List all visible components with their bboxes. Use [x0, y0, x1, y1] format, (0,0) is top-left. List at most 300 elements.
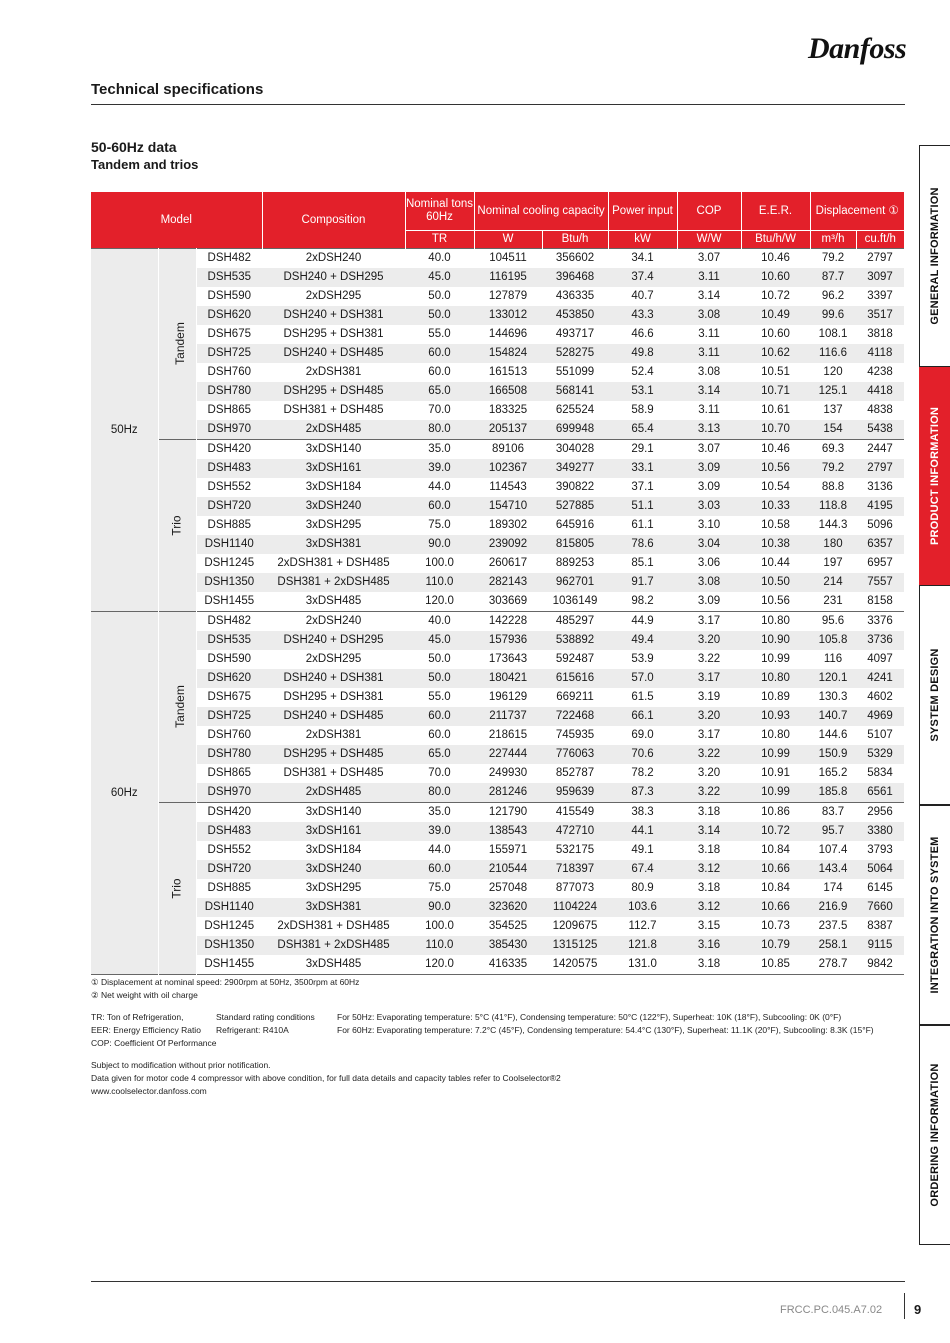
footnote-displacement: ① Displacement at nominal speed: 2900rpm at 50Hz, 3500rpm at 60Hz	[91, 977, 360, 987]
table-cell: 6561	[856, 783, 904, 803]
table-cell: 2xDSH295	[262, 287, 405, 306]
table-row	[91, 707, 904, 726]
table-cell: 10.44	[741, 554, 810, 573]
table-cell: 962701	[542, 573, 608, 592]
table-cell: 2xDSH381	[262, 363, 405, 382]
side-tab-integration-into-system[interactable]	[919, 805, 950, 1025]
table-cell: 44.9	[608, 612, 677, 632]
table-cell: 53.1	[608, 382, 677, 401]
table-cell: 100.0	[405, 917, 474, 936]
table-cell: 3.04	[677, 535, 741, 554]
table-cell: 3.08	[677, 363, 741, 382]
table-cell: 116.6	[810, 344, 856, 363]
side-tab-label: ORDERING INFORMATION	[929, 1063, 941, 1207]
spec-table	[91, 192, 904, 975]
side-tab-system-design[interactable]	[919, 585, 950, 805]
table-cell: DSH1455	[196, 592, 262, 612]
table-cell: 3.22	[677, 783, 741, 803]
table-row	[91, 306, 904, 325]
table-cell: 189302	[474, 516, 542, 535]
table-cell: 35.0	[405, 803, 474, 823]
table-cell: 10.33	[741, 497, 810, 516]
table-cell: DSH295 + DSH485	[262, 382, 405, 401]
table-cell: DSH590	[196, 287, 262, 306]
section-title: 50-60Hz data	[91, 139, 177, 155]
table-cell: 852787	[542, 764, 608, 783]
table-cell: 436335	[542, 287, 608, 306]
table-cell: 10.51	[741, 363, 810, 382]
table-cell: 453850	[542, 306, 608, 325]
table-cell: DSH885	[196, 879, 262, 898]
table-cell: 3.15	[677, 917, 741, 936]
table-cell: 231	[810, 592, 856, 612]
table-cell: 257048	[474, 879, 542, 898]
table-cell: 10.90	[741, 631, 810, 650]
table-cell: 3.17	[677, 669, 741, 688]
table-cell: DSH535	[196, 268, 262, 287]
table-cell: 3xDSH295	[262, 516, 405, 535]
group-label: Trio	[169, 877, 184, 899]
table-cell: 2xDSH381 + DSH485	[262, 917, 405, 936]
group-cell	[158, 803, 196, 975]
table-cell: 150.9	[810, 745, 856, 764]
rating-conditions-title: Standard rating conditions	[216, 1012, 315, 1022]
table-cell: 99.6	[810, 306, 856, 325]
table-cell: 118.8	[810, 497, 856, 516]
table-cell: 87.3	[608, 783, 677, 803]
table-cell: 349277	[542, 459, 608, 478]
table-cell: 3xDSH161	[262, 822, 405, 841]
table-cell: 3818	[856, 325, 904, 344]
table-cell: 107.4	[810, 841, 856, 860]
table-cell: DSH725	[196, 344, 262, 363]
table-cell: 390822	[542, 478, 608, 497]
table-cell: 79.2	[810, 249, 856, 269]
table-cell: 3xDSH381	[262, 535, 405, 554]
table-cell: 527885	[542, 497, 608, 516]
table-cell: 2447	[856, 440, 904, 460]
table-cell: 3.03	[677, 497, 741, 516]
table-cell: 2xDSH485	[262, 783, 405, 803]
table-cell: 4838	[856, 401, 904, 420]
table-cell: 3xDSH184	[262, 478, 405, 497]
table-cell: DSH970	[196, 420, 262, 440]
table-cell: 528275	[542, 344, 608, 363]
table-cell: 60.0	[405, 497, 474, 516]
table-cell: 120	[810, 363, 856, 382]
table-row	[91, 879, 904, 898]
table-cell: 3.13	[677, 420, 741, 440]
table-cell: 40.0	[405, 612, 474, 632]
abbr-cop: COP: Coefficient Of Performance	[91, 1038, 217, 1048]
table-cell: 49.4	[608, 631, 677, 650]
table-cell: 144.6	[810, 726, 856, 745]
table-cell: 3.07	[677, 249, 741, 269]
table-cell: 10.80	[741, 726, 810, 745]
header-cooling-capacity: Nominal cooling capacity	[474, 192, 608, 231]
table-cell: DSH865	[196, 764, 262, 783]
table-cell: 2xDSH240	[262, 249, 405, 269]
table-cell: 10.86	[741, 803, 810, 823]
table-cell: 889253	[542, 554, 608, 573]
table-cell: 10.46	[741, 440, 810, 460]
table-cell: 70.6	[608, 745, 677, 764]
table-cell: 210544	[474, 860, 542, 879]
table-cell: 57.0	[608, 669, 677, 688]
table-cell: 51.1	[608, 497, 677, 516]
table-cell: 10.56	[741, 592, 810, 612]
table-cell: 7660	[856, 898, 904, 917]
table-cell: 61.5	[608, 688, 677, 707]
table-cell: DSH483	[196, 459, 262, 478]
table-cell: 10.79	[741, 936, 810, 955]
conditions-50hz: For 50Hz: Evaporating temperature: 5°C (41°F), Condensing temperature: 50°C (122°F), Superheat: 10K (18°F), Subcooling: 0K (0°F)	[337, 1012, 842, 1022]
table-cell: DSH420	[196, 440, 262, 460]
side-tab-label: PRODUCT INFORMATION	[929, 406, 941, 546]
table-row	[91, 268, 904, 287]
header-cop: COP	[677, 192, 741, 231]
table-cell: 1420575	[542, 955, 608, 975]
table-cell: 260617	[474, 554, 542, 573]
table-cell: 39.0	[405, 459, 474, 478]
table-cell: 1315125	[542, 936, 608, 955]
table-cell: 10.72	[741, 287, 810, 306]
table-cell: DSH240 + DSH485	[262, 344, 405, 363]
table-cell: 3xDSH161	[262, 459, 405, 478]
table-cell: DSH760	[196, 363, 262, 382]
table-cell: DSH780	[196, 745, 262, 764]
table-cell: 44.1	[608, 822, 677, 841]
table-cell: 3xDSH240	[262, 860, 405, 879]
table-cell: 121790	[474, 803, 542, 823]
table-cell: 3380	[856, 822, 904, 841]
table-cell: 211737	[474, 707, 542, 726]
table-cell: 65.4	[608, 420, 677, 440]
table-cell: 5834	[856, 764, 904, 783]
header-nominal-tons: Nominal tons 60Hz	[405, 192, 474, 231]
table-cell: 52.4	[608, 363, 677, 382]
table-cell: 10.99	[741, 650, 810, 669]
table-row	[91, 554, 904, 573]
table-cell: DSH483	[196, 822, 262, 841]
table-cell: 3.11	[677, 268, 741, 287]
table-row	[91, 497, 904, 516]
table-cell: 143.4	[810, 860, 856, 879]
table-cell: 1209675	[542, 917, 608, 936]
table-cell: DSH240 + DSH381	[262, 669, 405, 688]
table-cell: 3.09	[677, 459, 741, 478]
table-cell: 185.8	[810, 783, 856, 803]
table-cell: 10.89	[741, 688, 810, 707]
table-cell: 100.0	[405, 554, 474, 573]
table-cell: 125.1	[810, 382, 856, 401]
table-row	[91, 535, 904, 554]
table-cell: 3.22	[677, 745, 741, 764]
table-cell: 10.85	[741, 955, 810, 975]
table-row	[91, 401, 904, 420]
table-cell: 46.6	[608, 325, 677, 344]
table-row	[91, 783, 904, 803]
table-cell: 33.1	[608, 459, 677, 478]
table-cell: 304028	[542, 440, 608, 460]
table-cell: 645916	[542, 516, 608, 535]
table-cell: 3.20	[677, 707, 741, 726]
side-tab-label: GENERAL INFORMATION	[929, 187, 941, 325]
table-cell: 416335	[474, 955, 542, 975]
group-cell	[158, 612, 196, 803]
table-cell: 78.2	[608, 764, 677, 783]
table-cell: 354525	[474, 917, 542, 936]
table-cell: 50.0	[405, 287, 474, 306]
table-cell: 10.62	[741, 344, 810, 363]
group-label: Tandem	[172, 685, 187, 728]
side-tab-label: SYSTEM DESIGN	[929, 648, 941, 742]
table-cell: 114543	[474, 478, 542, 497]
table-cell: 10.99	[741, 745, 810, 764]
table-cell: DSH675	[196, 325, 262, 344]
table-cell: 103.6	[608, 898, 677, 917]
table-cell: 1036149	[542, 592, 608, 612]
table-row	[91, 764, 904, 783]
conditions-60hz: For 60Hz: Evaporating temperature: 7.2°C (45°F), Condensing temperature: 54.4°C (130°F), Superheat: 11.1K (20°F), Subcooling: 8.3K (15°F)	[337, 1025, 874, 1035]
page-separator	[904, 1293, 905, 1319]
table-cell: 3.20	[677, 764, 741, 783]
table-row	[91, 822, 904, 841]
table-cell: 110.0	[405, 573, 474, 592]
unit-header: kW	[608, 231, 677, 249]
table-cell: 60.0	[405, 707, 474, 726]
table-cell: 205137	[474, 420, 542, 440]
table-cell: 10.84	[741, 879, 810, 898]
table-cell: 102367	[474, 459, 542, 478]
side-tab-product-information[interactable]	[919, 367, 950, 585]
table-cell: 6357	[856, 535, 904, 554]
page-number: 9	[914, 1302, 922, 1317]
table-cell: 10.60	[741, 325, 810, 344]
table-cell: 10.73	[741, 917, 810, 936]
unit-header: Btu/h/W	[741, 231, 810, 249]
table-cell: 37.1	[608, 478, 677, 497]
table-cell: 3397	[856, 287, 904, 306]
table-cell: 3.22	[677, 650, 741, 669]
table-cell: 356602	[542, 249, 608, 269]
table-cell: 4195	[856, 497, 904, 516]
table-cell: 3.17	[677, 726, 741, 745]
table-cell: 485297	[542, 612, 608, 632]
table-cell: 396468	[542, 268, 608, 287]
table-cell: 3.06	[677, 554, 741, 573]
side-tab-ordering-information[interactable]	[919, 1025, 950, 1245]
table-cell: 66.1	[608, 707, 677, 726]
table-row	[91, 573, 904, 592]
table-cell: 258.1	[810, 936, 856, 955]
unit-header: W	[474, 231, 542, 249]
table-cell: 69.0	[608, 726, 677, 745]
table-cell: 197	[810, 554, 856, 573]
table-cell: 472710	[542, 822, 608, 841]
table-cell: 58.9	[608, 401, 677, 420]
table-cell: 60.0	[405, 363, 474, 382]
table-cell: 183325	[474, 401, 542, 420]
table-cell: 108.1	[810, 325, 856, 344]
table-cell: 61.1	[608, 516, 677, 535]
frequency-label: 60Hz	[91, 612, 158, 975]
table-cell: 3.14	[677, 287, 741, 306]
table-cell: 3xDSH381	[262, 898, 405, 917]
table-cell: 2xDSH381 + DSH485	[262, 554, 405, 573]
table-cell: DSH295 + DSH381	[262, 688, 405, 707]
table-cell: 722468	[542, 707, 608, 726]
table-cell: 2956	[856, 803, 904, 823]
table-row	[91, 898, 904, 917]
table-cell: 96.2	[810, 287, 856, 306]
table-cell: 173643	[474, 650, 542, 669]
table-cell: 10.66	[741, 860, 810, 879]
table-cell: 10.91	[741, 764, 810, 783]
table-cell: 281246	[474, 783, 542, 803]
table-cell: 3.12	[677, 898, 741, 917]
table-cell: 625524	[542, 401, 608, 420]
table-cell: 699948	[542, 420, 608, 440]
table-cell: 65.0	[405, 745, 474, 764]
table-cell: 75.0	[405, 516, 474, 535]
abbr-eer: EER: Energy Efficiency Ratio	[91, 1025, 201, 1035]
table-cell: DSH381 + 2xDSH485	[262, 573, 405, 592]
table-cell: 39.0	[405, 822, 474, 841]
unit-header: TR	[405, 231, 474, 249]
table-cell: 3.14	[677, 382, 741, 401]
table-cell: 10.99	[741, 783, 810, 803]
table-cell: 85.1	[608, 554, 677, 573]
table-cell: 154	[810, 420, 856, 440]
table-cell: 239092	[474, 535, 542, 554]
table-cell: 10.50	[741, 573, 810, 592]
table-row	[91, 841, 904, 860]
table-cell: 959639	[542, 783, 608, 803]
table-cell: 216.9	[810, 898, 856, 917]
table-cell: 116195	[474, 268, 542, 287]
table-row	[91, 249, 904, 269]
table-cell: 3136	[856, 478, 904, 497]
table-cell: 140.7	[810, 707, 856, 726]
header-power-input: Power input	[608, 192, 677, 231]
table-cell: DSH720	[196, 860, 262, 879]
table-cell: DSH1455	[196, 955, 262, 975]
table-cell: 110.0	[405, 936, 474, 955]
table-cell: 130.3	[810, 688, 856, 707]
table-cell: 3.11	[677, 344, 741, 363]
table-row	[91, 726, 904, 745]
footer-divider	[91, 1281, 905, 1282]
table-cell: DSH725	[196, 707, 262, 726]
table-cell: 49.8	[608, 344, 677, 363]
header-model: Model	[91, 192, 262, 249]
table-cell: 161513	[474, 363, 542, 382]
table-cell: 3.18	[677, 955, 741, 975]
table-cell: 2xDSH295	[262, 650, 405, 669]
table-cell: 227444	[474, 745, 542, 764]
table-cell: DSH590	[196, 650, 262, 669]
table-cell: 10.38	[741, 535, 810, 554]
table-cell: 40.7	[608, 287, 677, 306]
table-cell: 9842	[856, 955, 904, 975]
table-row	[91, 344, 904, 363]
table-cell: 10.71	[741, 382, 810, 401]
title-divider	[91, 104, 905, 105]
table-row	[91, 287, 904, 306]
table-cell: 323620	[474, 898, 542, 917]
table-cell: 80.0	[405, 420, 474, 440]
table-cell: 3517	[856, 306, 904, 325]
table-cell: 5096	[856, 516, 904, 535]
table-cell: 127879	[474, 287, 542, 306]
table-cell: 6145	[856, 879, 904, 898]
table-cell: 10.72	[741, 822, 810, 841]
table-cell: 91.7	[608, 573, 677, 592]
website-link[interactable]: www.coolselector.danfoss.com	[91, 1086, 207, 1096]
group-cell	[158, 249, 196, 440]
table-row	[91, 917, 904, 936]
table-cell: 95.6	[810, 612, 856, 632]
table-row	[91, 936, 904, 955]
table-cell: 3xDSH485	[262, 592, 405, 612]
table-cell: 70.0	[405, 401, 474, 420]
header-composition: Composition	[262, 192, 405, 249]
table-cell: 6957	[856, 554, 904, 573]
table-cell: 112.7	[608, 917, 677, 936]
table-row	[91, 459, 904, 478]
table-cell: 104511	[474, 249, 542, 269]
table-cell: 3.20	[677, 631, 741, 650]
side-tab-label: INTEGRATION INTO SYSTEM	[929, 836, 941, 994]
section-subtitle: Tandem and trios	[91, 157, 199, 172]
table-cell: 10.60	[741, 268, 810, 287]
table-cell: 3736	[856, 631, 904, 650]
table-cell: 9115	[856, 936, 904, 955]
table-cell: DSH381 + DSH485	[262, 764, 405, 783]
table-cell: 2xDSH381	[262, 726, 405, 745]
table-cell: 8158	[856, 592, 904, 612]
table-cell: 669211	[542, 688, 608, 707]
table-cell: 1104224	[542, 898, 608, 917]
table-cell: DSH675	[196, 688, 262, 707]
table-cell: 2797	[856, 459, 904, 478]
table-cell: 551099	[542, 363, 608, 382]
table-cell: DSH865	[196, 401, 262, 420]
refrigerant: Refrigerant: R410A	[216, 1025, 289, 1035]
document-reference: FRCC.PC.045.A7.02	[780, 1304, 883, 1316]
table-row	[91, 612, 904, 632]
table-cell: 10.80	[741, 669, 810, 688]
table-cell: 180421	[474, 669, 542, 688]
table-cell: 120.1	[810, 669, 856, 688]
table-cell: 493717	[542, 325, 608, 344]
table-cell: 53.9	[608, 650, 677, 669]
side-tab-general-information[interactable]	[919, 145, 950, 367]
table-cell: 218615	[474, 726, 542, 745]
table-cell: 3.14	[677, 822, 741, 841]
table-row	[91, 382, 904, 401]
table-cell: 3.18	[677, 803, 741, 823]
table-cell: 174	[810, 879, 856, 898]
header-eer: E.E.R.	[741, 192, 810, 231]
table-cell: DSH1245	[196, 917, 262, 936]
table-cell: DSH780	[196, 382, 262, 401]
group-cell	[158, 440, 196, 612]
table-cell: 10.70	[741, 420, 810, 440]
table-cell: DSH552	[196, 478, 262, 497]
table-cell: 3xDSH240	[262, 497, 405, 516]
